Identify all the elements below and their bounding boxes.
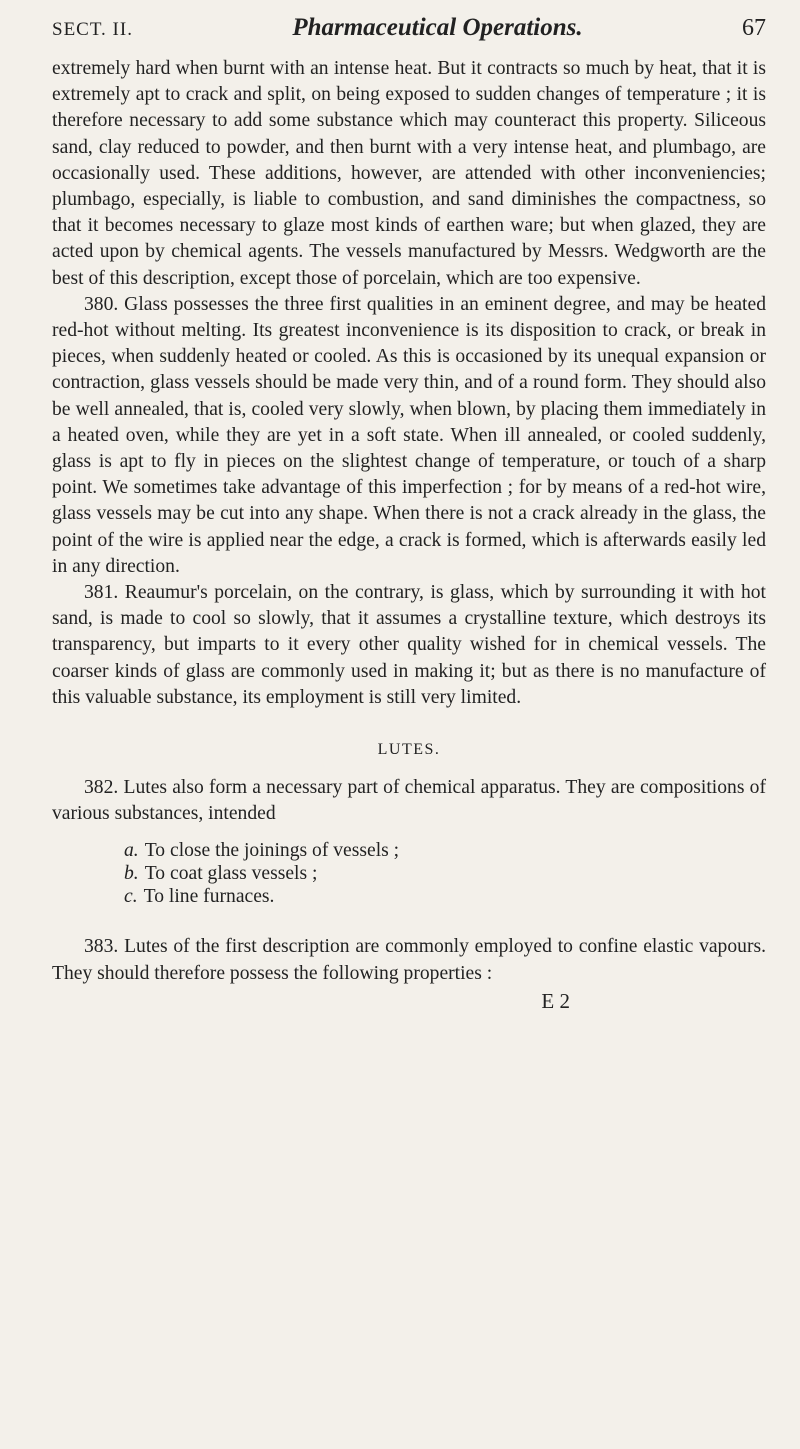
lutes-purpose-list [52,839,766,908]
list-marker: c. [124,886,138,908]
list-item-text: To close the joinings of vessels ; [144,840,400,862]
spacer [52,920,766,934]
list-item [124,885,766,908]
paragraph-382: 382. Lutes also form a necessary part of chemical apparatus. They are compositions of various substances, intended [52,777,766,825]
section-label: SECT. II. [52,19,133,40]
list-marker: a. [124,840,139,862]
page-title: Pharmaceutical Operations. [292,14,583,41]
list-item-text: To coat glass vessels ; [144,863,318,885]
paragraph-continued: extremely hard when burnt with an intense heat. But it contracts so much by heat, that it is extremely apt to crack and split, on being exposed to sudden changes of temperature ; it is therefore necessary to add some substance which may counteract this property. Siliceous sand, clay reduced to powder, and then burnt with a very intense heat, and plumbago, are occasionally used. These additions, however, are attended with other inconveniencies; plumbago, especially, is liable to combustion, and sand diminishes the compactness, so that it becomes necessary to glaze most kinds of earthen ware; but when glazed, they are acted upon by chemical agents. The vessels manufactured by Messrs. Wedgworth are the best of this description, except those of porcelain, which are too expensive. [52,58,766,289]
list-marker: b. [124,863,139,885]
running-head [52,14,766,48]
paragraph-380: 380. Glass possesses the three first qualities in an eminent degree, and may be heated red-hot without melting. Its greatest inconvenience is its disposition to crack, or break in pieces, when suddenly heated or cooled. As this is occasioned by its unequal expansion or contraction, glass vessels should be made very thin, and of a round form. They should also be well annealed, that is, cooled very slowly, when blown, by placing them immediately in a heated oven, while they are yet in a soft state. When ill annealed, or cooled suddenly, glass is apt to fly in pieces on the slightest change of temperature, or touch of a sharp point. We sometimes take advantage of this imperfection ; for by means of a red-hot wire, glass vessels may be cut into any shape. When there is not a crack already in the glass, the point of the wire is applied near the edge, a crack is formed, which is afterwards easily led in any direction. [52,293,766,577]
paragraph-383: 383. Lutes of the first description are commonly employed to confine elastic vapours. They should therefore possess the following properties : [52,936,766,984]
signature-mark: E 2 [541,988,570,1013]
list-item [124,839,766,862]
paragraph-381: 381. Reaumur's porcelain, on the contrary, is glass, which by surrounding it with hot sand, is made to cool so slowly, that it assumes a crystalline texture, which destroys its transparency, but imparts to it every other quality wished for in chemical vessels. The coarser kinds of glass are commonly used in making it; but as there is no manufacture of this valuable substance, its employment is still very limited. [52,582,766,708]
page-number: 67 [742,15,766,41]
list-item-text: To line furnaces. [143,886,275,908]
list-item [124,862,766,885]
section-heading-lutes: LUTES. [377,741,441,759]
